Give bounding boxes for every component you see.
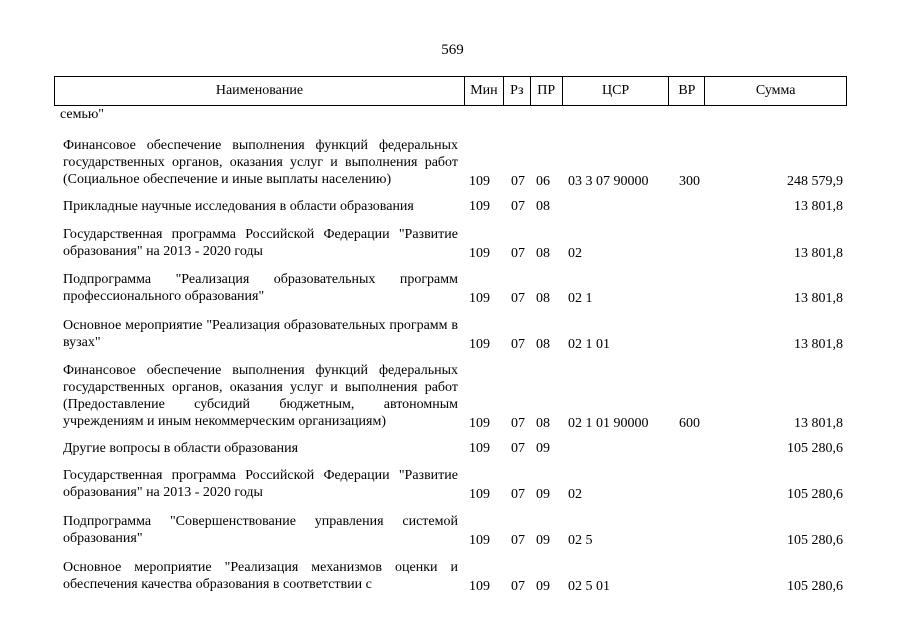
row-pr: 08	[536, 199, 550, 214]
row-vr: 600	[679, 416, 700, 431]
row-csr: 02 5	[568, 533, 593, 548]
row-rz: 07	[511, 533, 525, 548]
row-name: Государственная программа Российской Федерации "Развитие образования" на 2013 - 2020 годы	[63, 227, 458, 259]
row-rz: 07	[511, 246, 525, 261]
row-min: 109	[469, 174, 490, 189]
row-rz: 07	[511, 579, 525, 594]
row-pr: 08	[536, 246, 550, 261]
row-rz: 07	[511, 337, 525, 352]
row-sum: 105 280,6	[787, 441, 843, 456]
row-csr: 02 1 01 90000	[568, 416, 649, 431]
row-min: 109	[469, 199, 490, 214]
row-rz: 07	[511, 174, 525, 189]
row-csr: 03 3 07 90000	[568, 174, 649, 189]
row-vr: 300	[679, 174, 700, 189]
row-name: Другие вопросы в области образования	[63, 441, 299, 456]
row-name: Основное мероприятие "Реализация образовательных программ в вузах"	[63, 318, 458, 350]
row-min: 109	[469, 416, 490, 431]
row-pr: 09	[536, 579, 550, 594]
row-sum: 13 801,8	[794, 246, 843, 261]
header-csr: ЦСР	[562, 77, 669, 105]
header-vr: ВР	[668, 77, 704, 105]
row-name: Финансовое обеспечение выполнения функций федеральных государственных органов, оказания услуг и выполнения работ (Социальное обеспечение и иные выплаты населению)	[63, 138, 458, 187]
header-pr: ПР	[530, 77, 562, 105]
row-name: Подпрограмма "Совершенствование управления системой образования"	[63, 514, 458, 546]
row-pr: 08	[536, 291, 550, 306]
row-name: Основное мероприятие "Реализация механизмов оценки и обеспечения качества образования в соответствии с	[63, 560, 458, 592]
row-pr: 09	[536, 533, 550, 548]
row-sum: 13 801,8	[794, 416, 843, 431]
header-name: Наименование	[215, 83, 304, 98]
row-sum: 13 801,8	[794, 291, 843, 306]
row-min: 109	[469, 579, 490, 594]
row-sum: 13 801,8	[794, 337, 843, 352]
table-header	[54, 76, 847, 106]
row-csr: 02 1 01	[568, 337, 610, 352]
row-pr: 08	[536, 416, 550, 431]
row-sum: 248 579,9	[787, 174, 843, 189]
row-rz: 07	[511, 291, 525, 306]
page-number: 569	[441, 42, 464, 58]
row-csr: 02 1	[568, 291, 593, 306]
row-sum: 105 280,6	[787, 579, 843, 594]
row-name: Государственная программа Российской Федерации "Развитие образования" на 2013 - 2020 годы	[63, 468, 458, 500]
row-pr: 06	[536, 174, 550, 189]
row-min: 109	[469, 291, 490, 306]
row-name: Прикладные научные исследования в области образования	[63, 199, 414, 214]
row-pr: 09	[536, 441, 550, 456]
row-rz: 07	[511, 199, 525, 214]
continuation-text: семью"	[60, 107, 105, 122]
row-min: 109	[469, 337, 490, 352]
row-name: Подпрограмма "Реализация образовательных программ профессионального образования"	[63, 272, 458, 304]
header-sum: Сумма	[704, 77, 846, 105]
row-pr: 08	[536, 337, 550, 352]
row-csr: 02	[568, 487, 582, 502]
row-sum: 105 280,6	[787, 487, 843, 502]
row-csr: 02 5 01	[568, 579, 610, 594]
row-min: 109	[469, 246, 490, 261]
row-rz: 07	[511, 416, 525, 431]
row-sum: 13 801,8	[794, 199, 843, 214]
row-min: 109	[469, 487, 490, 502]
row-name: Финансовое обеспечение выполнения функций федеральных государственных органов, оказания услуг и выполнения работ (Предоставление субсидий бюджетным, автономным учреждениям и иным некоммерческим организациям)	[63, 363, 458, 429]
row-csr: 02	[568, 246, 582, 261]
header-min: Мин	[464, 77, 503, 105]
row-min: 109	[469, 533, 490, 548]
row-min: 109	[469, 441, 490, 456]
header-rz: Рз	[503, 77, 530, 105]
row-pr: 09	[536, 487, 550, 502]
row-rz: 07	[511, 441, 525, 456]
row-sum: 105 280,6	[787, 533, 843, 548]
row-rz: 07	[511, 487, 525, 502]
